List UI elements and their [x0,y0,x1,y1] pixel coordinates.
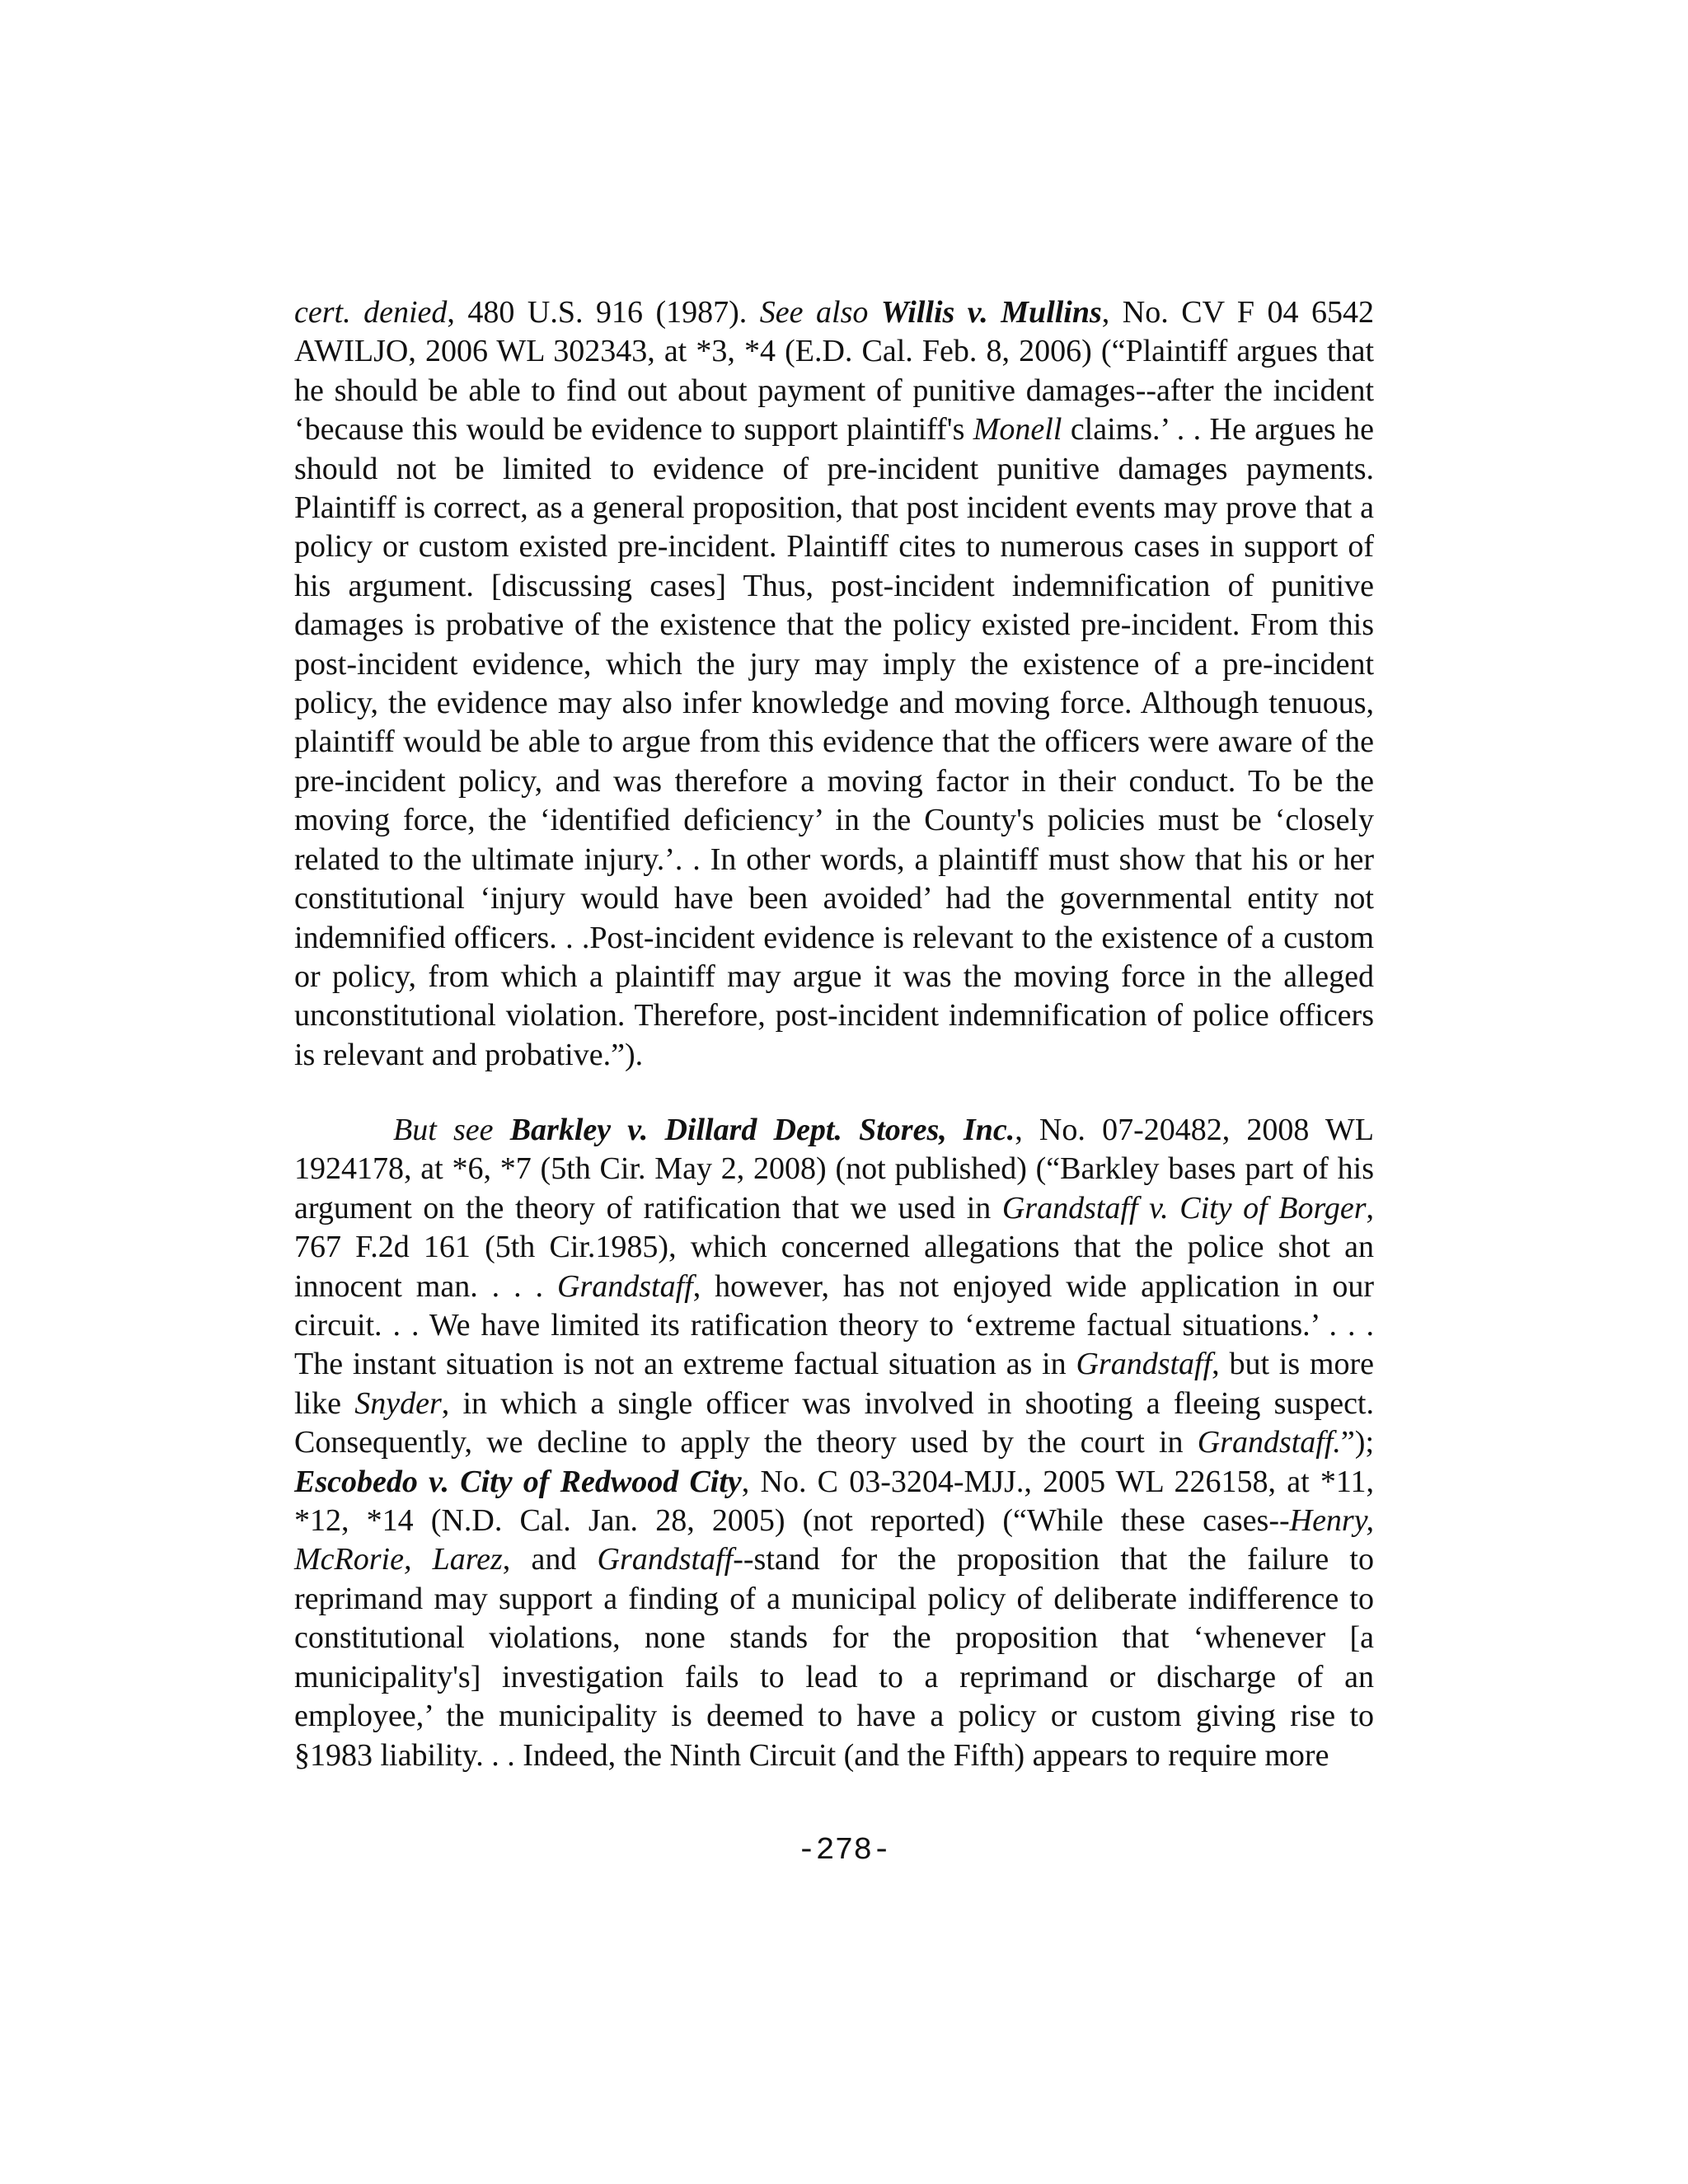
page-number: -278- [796,1833,892,1868]
text-run: , No. C 03-3204-MJJ., 2005 WL 226158, at *11, *12, *14 (N.D. Cal. Jan. 28, 2005) (not reported) (“While these cases-- [294,1464,1374,1539]
text-run: ”); [1340,1425,1374,1460]
text-run: , No. CV F 04 6542 AWILJO, 2006 WL 302343, at *3, *4 (E.D. Cal. Feb. 8, 2006) (“Plaintiff argues that he should be able to find out about payment of punitive damages--after the incident ‘because this would be evidence to support plaintiff's [294,295,1375,448]
text-run: --stand for the proposition that the failure to reprimand may support a finding of a municipal policy of deliberate indifference to constitutional violations, none stands for the proposition that ‘whenever [a municipality's] investigation fails to lead to a reprimand or discharge of an employee,’ the municipality is deemed to have a policy or custom giving rise to §1983 liability. . . Indeed, the Ninth Circuit (and the Fifth) appears to require more [294,1542,1374,1773]
paragraph-willis-citation [294,293,1374,1075]
paragraph-barkley-escobedo-citations [294,1111,1374,1775]
text-run: , No. 07-20482, 2008 WL 1924178, at *6, *7 (5th Cir. May 2, 2008) (not published) (“Barkley bases part of his argument on the theory of ratification that we used in [294,1113,1374,1226]
case-ref-grandstaff: Grandstaff [597,1542,734,1577]
case-ref-grandstaff-v-city-of-borger: Grandstaff v. City of Borger [1001,1190,1367,1226]
case-ref-monell: Monell [973,412,1062,448]
space [868,295,881,330]
text-run: claims.’ . . He argues he should not be limited to evidence of pre-incident punitive damages payments. Plaintiff is correct, as a general proposition, that post incident events may prove that a policy or custom existed pre-incident. Plaintiff cites to numerous cases in support of his argument. [discussing cases] Thus, post-incident indemnification of punitive damages is probative of the existence that the policy existed pre-incident. From this post-incident evidence, which the jury may imply the existence of a pre-incident policy, the evidence may also infer knowledge and moving force. Although tenuous, plaintiff would be able to argue from this evidence that the officers were aware of the pre-incident policy, and was therefore a moving factor in their conduct. To be the moving force, the ‘identified deficiency’ in the County's policies must be ‘closely related to the ultimate injury.’. . In other words, a plaintiff must show that his or her constitutional ‘injury would have been avoided’ had the governmental entity not indemnified officers. . .Post-incident evidence is relevant to the existence of a custom or policy, from which a plaintiff may argue it was the moving force in the alleged unconstitutional violation. Therefore, post-incident indemnification of police officers is relevant and probative.”). [294,412,1374,1072]
case-name-willis-v-mullins: Willis v. Mullins [880,295,1102,330]
case-ref-snyder: Snyder [354,1385,442,1421]
text-run: , and [502,1542,598,1577]
see-also-signal: See also [759,295,869,330]
case-refs-henry-mcrorie-larez: Henry, McRorie, Larez [294,1503,1374,1577]
cert-denied-text: cert. denied [294,295,448,330]
case-ref-grandstaff: Grandstaff. [1197,1425,1341,1460]
text-run: , but is more like [294,1347,1374,1421]
text-run: , in which a single officer was involved in shooting a fleeing suspect. Consequently, we decline to apply the theory used by the court in [294,1385,1374,1460]
case-ref-grandstaff: Grandstaff [1076,1347,1212,1382]
case-name-barkley: Barkley v. Dillard Dept. Stores, Inc. [509,1113,1015,1147]
text-run: , however, has not enjoyed wide application in our circuit. . . We have limited its ratification theory to ‘extreme factual situations.’ . . . The instant situation is not an extreme factual situation as in [294,1268,1375,1382]
text-run: , 480 U.S. 916 (1987). [447,295,760,330]
case-name-escobedo: Escobedo v. City of Redwood City [294,1464,742,1499]
case-ref-grandstaff: Grandstaff [557,1268,693,1304]
text-run: , 767 F.2d 161 (5th Cir.1985), which concerned allegations that the police shot an innocent man. . . . [294,1190,1374,1304]
but-see-signal: But see [393,1113,494,1147]
space [493,1113,509,1147]
